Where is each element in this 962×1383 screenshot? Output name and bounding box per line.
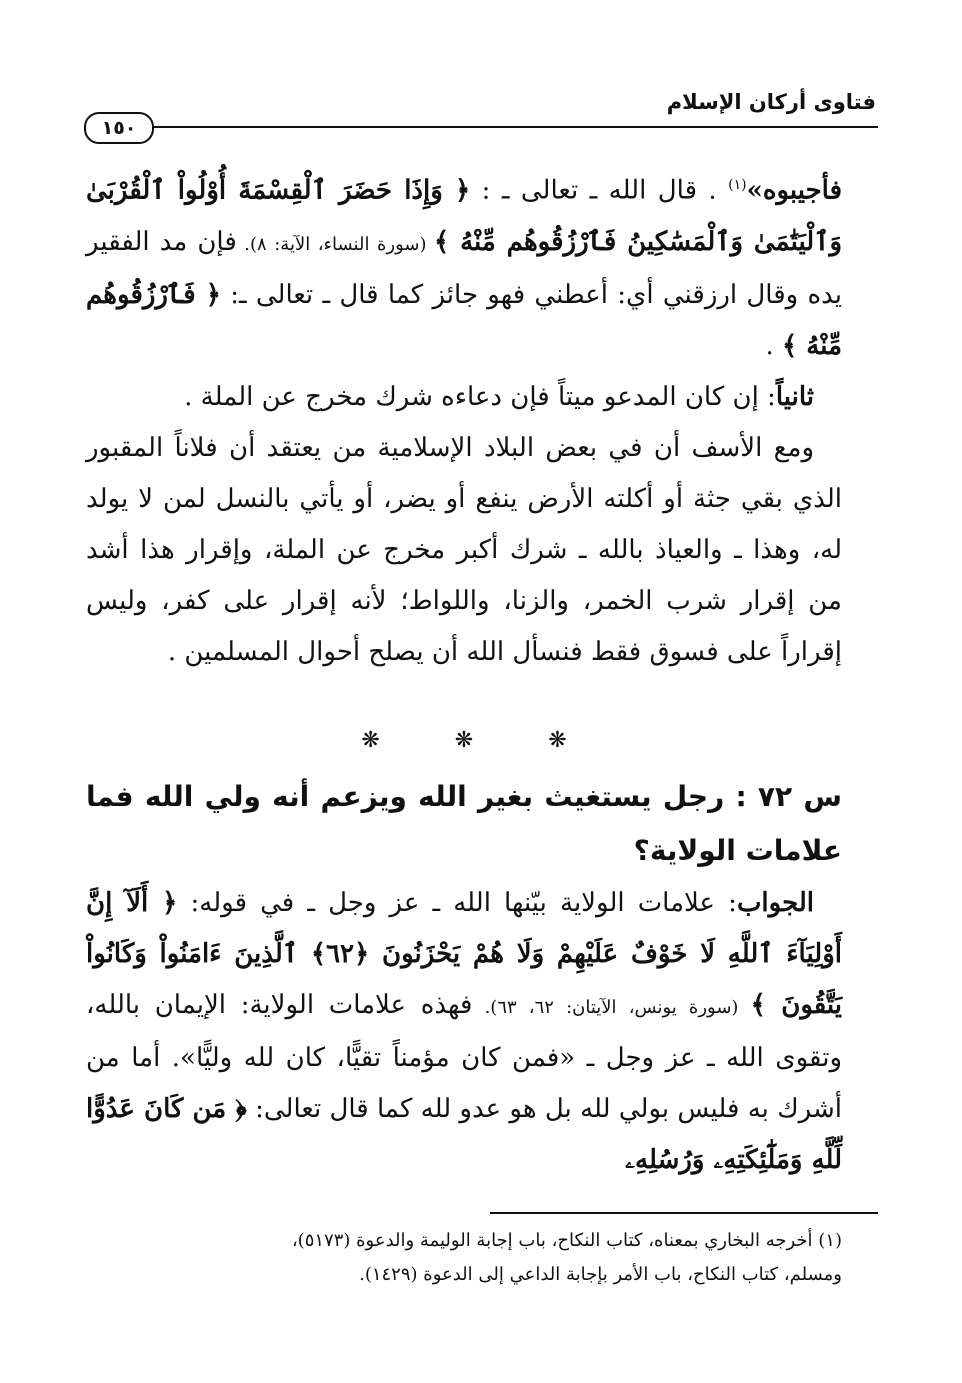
question-text: رجل يستغيث بغير الله ويزعم أنه ولي الله فما علامات الولاية؟ — [86, 780, 842, 867]
quran-verse: ﴿ وَإِذَا حَضَرَ ٱلْقِسْمَةَ أُوْلُواْ ٱلْقُرْبَىٰ وَٱلْيَتَٰمَىٰ وَٱلْمَسَٰكِينُ فَٱرْزُقُوهُم مِّنْهُ ﴾ — [86, 175, 843, 257]
text-start: فأجيبوه» — [746, 175, 842, 206]
quran-verse: ﴿ فَٱرْزُقُوهُم مِّنْهُ ﴾ — [86, 279, 842, 361]
question-72 — [86, 770, 842, 878]
text: : علامات الولاية بيّنها الله ـ عز وجل ـ في قوله: — [177, 888, 737, 918]
quran-verse: ﴿ مَن كَانَ عَدُوًّا لِّلَّهِ وَمَلَٰٓئِكَتِهِۦ وَرُسُلِهِۦ — [86, 1094, 842, 1175]
text: فهذه علامات الولاية: الإيمان بالله، وتقوى الله ـ عز وجل ـ «فمن كان مؤمناً تقيًّا، كان لله وليًّا». أما من أشرك به فليس بولي لله بل هو عدو لله كما قال تعالى: — [86, 990, 842, 1124]
text: : إن كان المدعو ميتاً فإن دعاءه شرك مخرج عن الملة . — [184, 381, 776, 412]
text: . قال الله ـ تعالى ـ : — [470, 175, 729, 206]
label-secondly: ثانياً — [775, 381, 814, 412]
answer-paragraph — [86, 878, 842, 1186]
header-rule — [150, 126, 878, 128]
verse-reference: (سورة يونس، الآيتان: ٦٢، ٦٣). — [472, 997, 751, 1018]
paragraph-3: ومع الأسف أن في بعض البلاد الإسلامية من يعتقد أن فلاناً المقبور الذي بقي جثة أو أكلته الأرض ينفع أو يضر، أو يأتي بالنسل لمن لا يولد له، وهذا ـ والعياذ بالله ـ شرك أكبر مخرج عن الملة، وإقرار هذا أشد من إقرار شرب الخمر، والزنا، واللواط؛ لأنه إقرار على كفر، وليس إقراراً على فسوق فقط فنسأل الله أن يصلح أحوال المسلمين . — [86, 432, 842, 667]
question-label: س ٧٢ : — [735, 780, 842, 813]
answer-label: الجواب — [736, 888, 814, 918]
section-separator: ❋ ❋ ❋ — [361, 728, 601, 753]
body-text-top — [86, 160, 842, 678]
quran-verse: ﴿ أَلَآ إِنَّ أَوْلِيَآءَ ٱللَّهِ لَا خَوْفٌ عَلَيْهِمْ وَلَا هُمْ يَحْزَنُونَ ﴿٦٢﴾ ٱلَّذِينَ ءَامَنُواْ وَكَانُواْ يَتَّقُونَ ﴾ — [86, 888, 843, 1020]
footnote-line: (١) أخرجه البخاري بمعناه، كتاب النكاح، باب إجابة الوليمة والدعوة (٥١٧٣)، — [291, 1230, 842, 1251]
footnote-marker: (١) — [728, 177, 747, 193]
page-number: ١٥٠ — [84, 112, 154, 144]
paragraph-2 — [86, 372, 842, 423]
footnote-line: ومسلم، كتاب النكاح، باب الأمر بإجابة الداعي إلى الدعوة (١٤٢٩). — [359, 1264, 842, 1285]
running-header-title: فتاوى أركان الإسلام — [666, 90, 876, 114]
paragraph-1 — [86, 160, 842, 372]
answer-block — [86, 878, 842, 1186]
text: . — [765, 330, 782, 361]
text: فإن مد الفقير يده وقال ارزقني أي: أعطني فهو جائز كما قال ـ تعالى ـ: — [86, 226, 842, 310]
verse-reference: (سورة النساء، الآية: ٨). — [236, 233, 435, 255]
footnotes — [86, 1224, 842, 1292]
footnote-rule — [490, 1212, 878, 1214]
